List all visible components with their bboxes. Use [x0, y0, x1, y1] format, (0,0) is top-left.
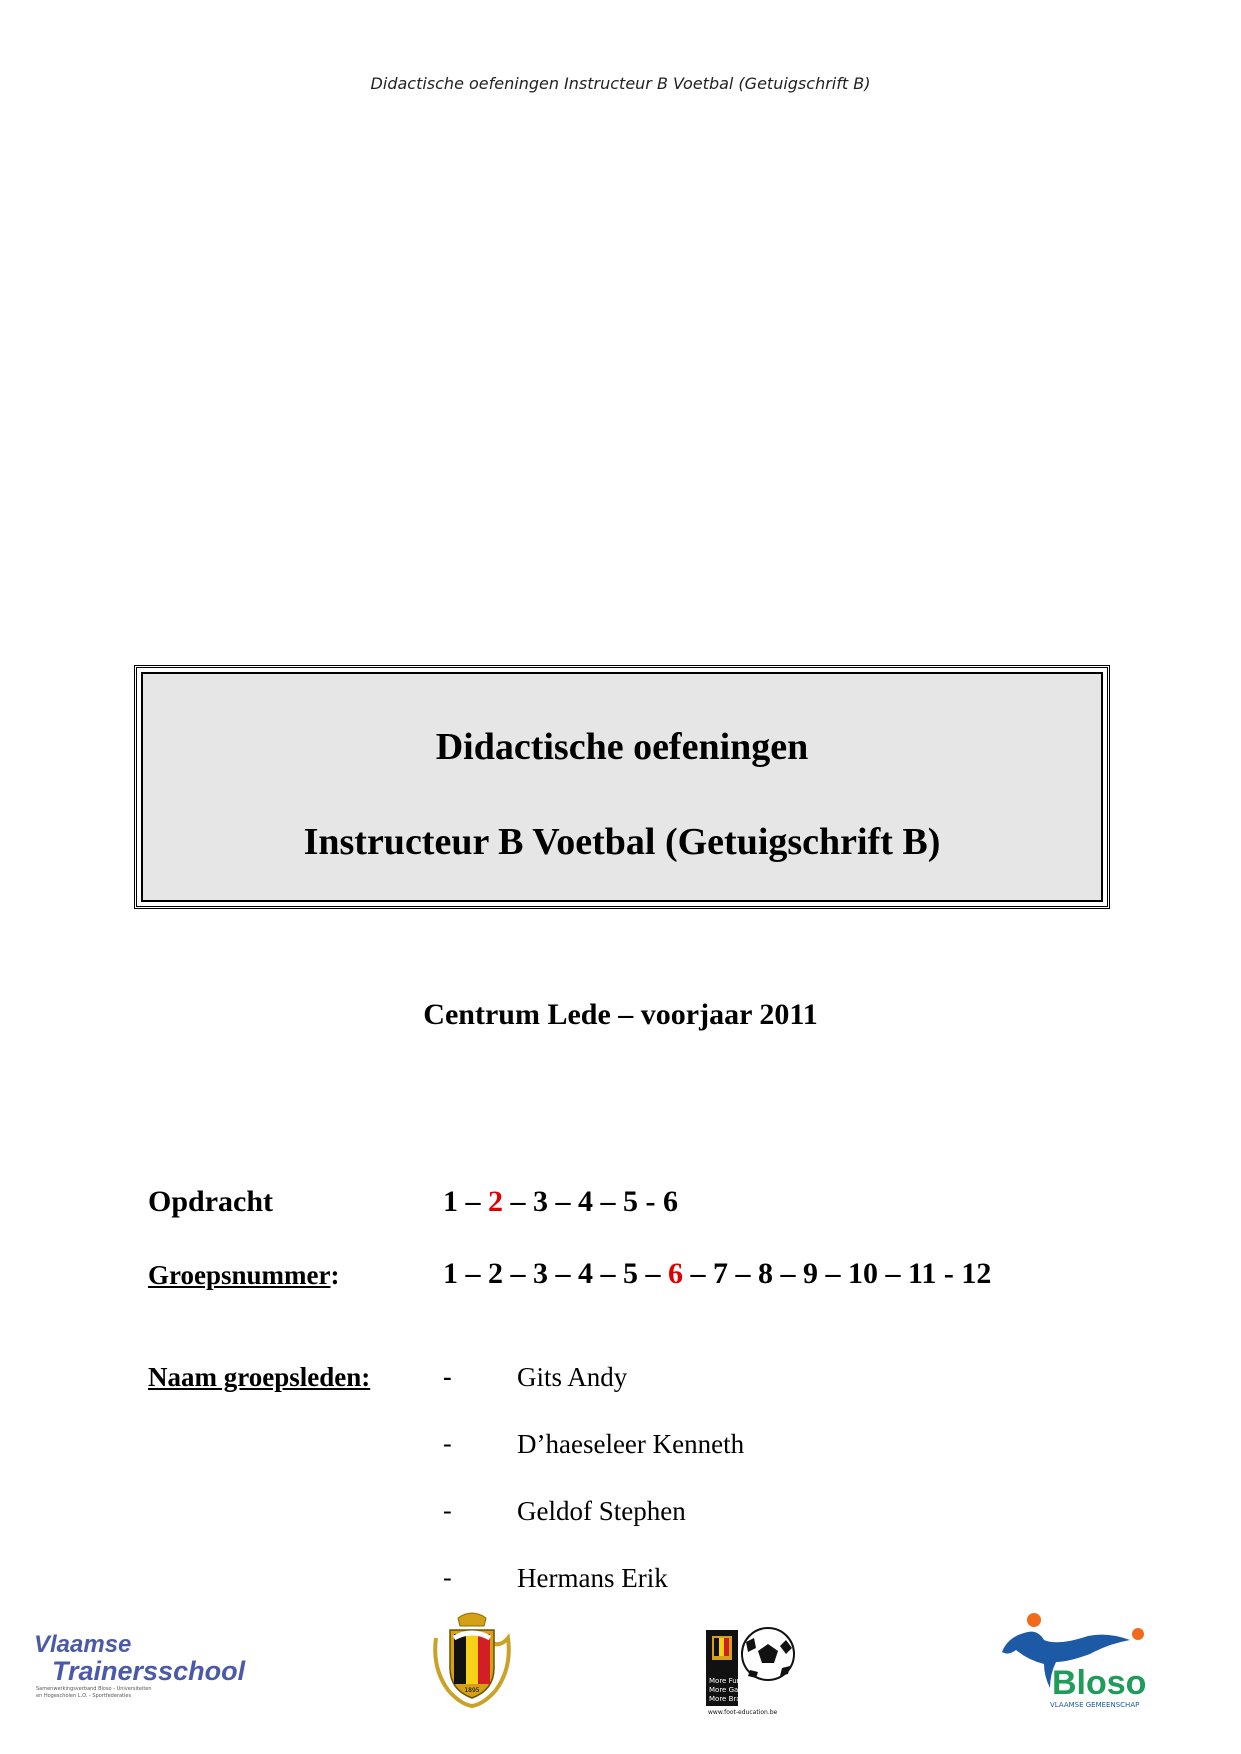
bloso-subtitle: VLAAMSE GEMEENSCHAP: [1050, 1701, 1140, 1709]
title-box-inner: [141, 672, 1103, 902]
opdracht-seq-before: 1 –: [443, 1185, 488, 1218]
bloso-figure-head-icon: [1027, 1613, 1041, 1627]
vlaamse-trainersschool-logo: [32, 1628, 252, 1698]
groep-seq-after: – 7 – 8 – 9 – 10 – 11 - 12: [683, 1257, 992, 1290]
subtitle: Centrum Lede – voorjaar 2011: [423, 998, 818, 1031]
opdracht-selected: 2: [488, 1185, 503, 1218]
bloso-wordmark: Bloso: [1052, 1664, 1147, 1702]
crown-icon: [458, 1613, 486, 1626]
foot-line-3: More Brains: [709, 1695, 751, 1703]
title-box: [134, 665, 1110, 909]
foot-url: www.foot-education.be: [708, 1709, 778, 1716]
groep-label-text: Groepsnummer: [148, 1260, 331, 1290]
member-name: Hermans Erik: [517, 1563, 668, 1593]
foot-education-logo: [706, 1626, 798, 1716]
page-header: Didactische oefeningen Instructeur B Voetbal (Getuigschrift B): [370, 74, 871, 93]
vts-line-4: en Hogescholen L.O. - Sportfederaties: [36, 1693, 132, 1698]
title-line-2: Instructeur B Voetbal (Getuigschrift B): [303, 821, 941, 863]
member-dash: -: [443, 1496, 452, 1525]
opdracht-seq-after: – 3 – 4 – 5 - 6: [503, 1185, 678, 1218]
members-label: Naam groepsleden:: [148, 1362, 371, 1392]
vts-line-1: Vlaamse: [34, 1631, 132, 1658]
opdracht-label: Opdracht: [148, 1185, 274, 1218]
member-dash: -: [443, 1563, 452, 1592]
member-name: D’haeseleer Kenneth: [517, 1429, 745, 1459]
groep-selected: 6: [668, 1257, 683, 1290]
foot-line-2: More Games: [709, 1686, 754, 1694]
groep-label-colon: :: [330, 1260, 340, 1290]
groep-sequence: [443, 1257, 991, 1291]
kbvb-year: 1895: [464, 1687, 480, 1694]
groep-label: [148, 1260, 340, 1291]
bloso-logo: [998, 1610, 1178, 1710]
opdracht-sequence: [443, 1185, 678, 1219]
foot-line-1: More Fun: [709, 1677, 742, 1685]
groep-seq-before: 1 – 2 – 3 – 4 – 5 –: [443, 1257, 668, 1290]
member-dash: -: [443, 1362, 452, 1391]
member-dash: -: [443, 1429, 452, 1458]
member-name: Geldof Stephen: [517, 1496, 686, 1526]
title-line-1: Didactische oefeningen: [435, 726, 809, 768]
kbvb-crest-logo: [430, 1608, 514, 1708]
member-name: Gits Andy: [517, 1362, 628, 1392]
vts-line-3: Samenwerkingsverband Bloso - Universiteiten: [36, 1686, 152, 1692]
vts-line-2: Trainersschool: [52, 1656, 246, 1686]
